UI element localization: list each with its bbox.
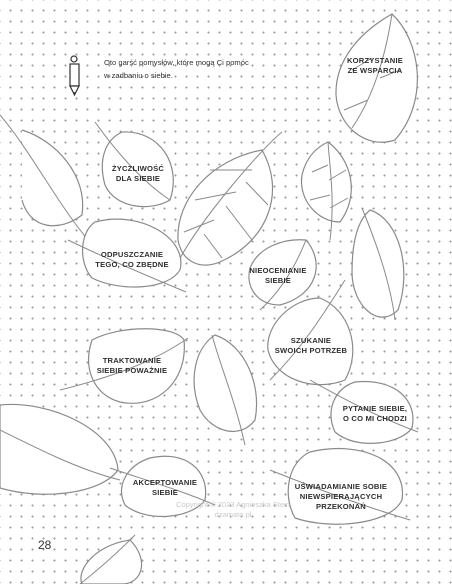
pencil-icon	[70, 56, 79, 95]
copyright-watermark: Copyright © 2023 Agnieszka Stein dzamato.pl	[176, 500, 290, 519]
leaf-big-veined	[178, 132, 282, 265]
leaf-label-korzystanie: KORZYSTANIE ZE WSPARCIA	[346, 56, 404, 75]
leaf-label-traktowanie: TRAKTOWANIE SIEBIE POWAŻNIE	[96, 356, 168, 375]
leaf-label-odpuszczanie: ODPUSZCZANIE TEGO, CO ZBĘDNE	[95, 250, 169, 269]
intro-text	[104, 56, 314, 82]
leaf-narrow-veined	[301, 142, 351, 240]
leaf-label-pytanie: PYTANIE SIEBIE, O CO MI CHODZI	[342, 404, 408, 423]
intro-line-1: Oto garść pomysłów, które mogą Ci pomóc	[104, 58, 249, 67]
leaf-label-akceptowanie: AKCEPTOWANIE SIEBIE	[132, 478, 198, 497]
leaf-korzystanie	[336, 14, 417, 142]
leaf-label-szukanie: SZUKANIE SWOICH POTRZEB	[274, 336, 348, 355]
leaf-bottom	[80, 535, 142, 584]
intro-line-2: w zadbaniu o siebie.	[104, 71, 173, 80]
leaf-left-edge-top	[0, 115, 88, 240]
leaf-left-edge-bottom	[0, 404, 120, 494]
leaf-middle-hanging	[194, 335, 256, 445]
leaf-label-nieocenianie: NIEOCENIANIE SIEBIE	[249, 266, 307, 285]
leaf-right-edge	[352, 208, 404, 320]
leaf-label-zyczliwosc: ŻYCZLIWOŚĆ DLA SIEBIE	[111, 164, 165, 183]
leaf-label-uswiadamianie: UŚWIADAMIANIE SOBIE NIEWSPIERAJĄCYCH PRZEKONAŃ	[294, 482, 388, 511]
page-number: 28	[38, 538, 52, 552]
